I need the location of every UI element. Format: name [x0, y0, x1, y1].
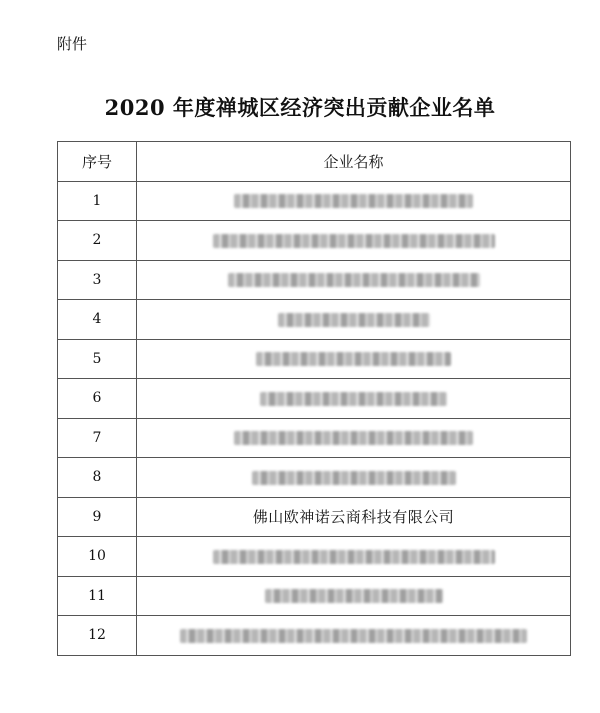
company-name-redacted: [137, 537, 571, 577]
company-name-redacted: [137, 260, 571, 300]
row-index: 7: [58, 418, 137, 458]
row-index: 5: [58, 339, 137, 379]
table-row: [58, 221, 571, 261]
row-index: 3: [58, 260, 137, 300]
row-index: 10: [58, 537, 137, 577]
redaction-blur: [180, 629, 527, 643]
redaction-blur: [234, 431, 473, 445]
redaction-blur: [260, 392, 447, 406]
company-name-redacted: [137, 339, 571, 379]
table-row: [58, 537, 571, 577]
redaction-blur: [265, 589, 443, 603]
table-row: [58, 497, 571, 537]
company-name-redacted: [137, 576, 571, 616]
column-header-company-name: 企业名称: [137, 142, 571, 182]
row-index: 1: [58, 181, 137, 221]
page-title: 2020 年度禅城区经济突出贡献企业名单: [104, 95, 496, 120]
row-index: 6: [58, 379, 137, 419]
redaction-blur: [213, 234, 495, 248]
column-header-index: 序号: [58, 142, 137, 182]
company-name-redacted: [137, 221, 571, 261]
redaction-blur: [234, 194, 473, 208]
row-index: 4: [58, 300, 137, 340]
row-index: 8: [58, 458, 137, 498]
company-table: [57, 141, 571, 656]
company-name-redacted: [137, 458, 571, 498]
table-row: [58, 379, 571, 419]
table-row: [58, 576, 571, 616]
table-row: [58, 616, 571, 656]
company-name: 佛山欧神诺云商科技有限公司: [137, 497, 571, 537]
redaction-blur: [278, 313, 430, 327]
row-index: 2: [58, 221, 137, 261]
table-body: [58, 181, 571, 655]
table-header-row: [58, 142, 571, 182]
row-index: 12: [58, 616, 137, 656]
table-row: [58, 300, 571, 340]
company-name-redacted: [137, 379, 571, 419]
table-row: [58, 458, 571, 498]
redaction-blur: [256, 352, 451, 366]
attachment-label: 附件: [57, 35, 88, 53]
redaction-blur: [213, 550, 495, 564]
company-name-redacted: [137, 181, 571, 221]
company-name-redacted: [137, 616, 571, 656]
table-row: [58, 260, 571, 300]
redaction-blur: [252, 471, 456, 485]
row-index: 9: [58, 497, 137, 537]
redaction-blur: [228, 273, 480, 287]
company-name-redacted: [137, 300, 571, 340]
table-row: [58, 181, 571, 221]
company-name-redacted: [137, 418, 571, 458]
table-row: [58, 418, 571, 458]
table-row: [58, 339, 571, 379]
row-index: 11: [58, 576, 137, 616]
